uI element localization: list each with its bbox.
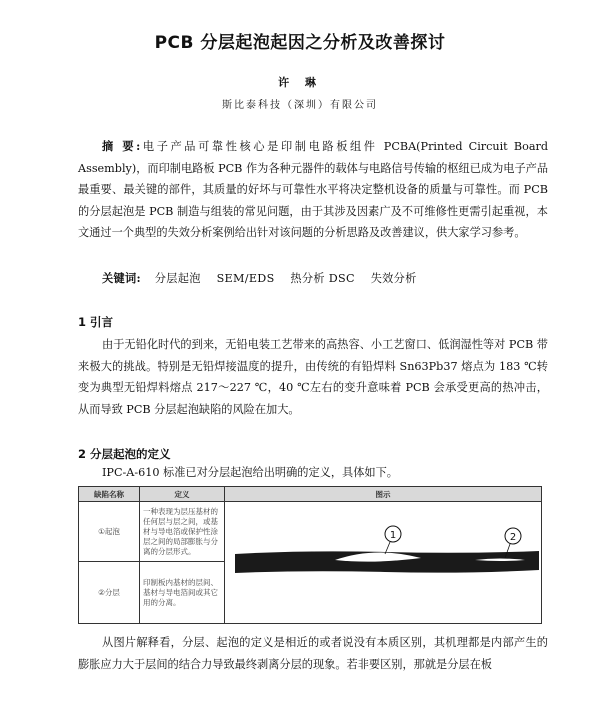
abstract-text: 电子产品可靠性核心是印制电路板组件 PCBA(Printed Circuit Board Assembly)，而印制电路板 PCB 作为各种元器件的载体与电路信号传输的枢纽已成为电子产品最重要、最关键的部件，其质量的好坏与可靠性水平将决定整机设备的质量与可靠性。而 PCB 的分层起泡是 PCB 制造与组装的常见问题，由于其涉及因素广及不可维修性更需引起重视，本文通过一个典型的失效分析案例给出针对该问题的分析思路及改善建议，供大家学习参考。 <box>78 140 549 239</box>
keyword-item: 失效分析 <box>370 272 417 285</box>
post-table-paragraph: 从图片解释看，分层、起泡的定义是相近的或者说没有本质区别，其机理都是内部产生的膨胀应力大于层间的结合力导致最终剥离分层的现象。若非要区别，那就是分层在板 <box>78 636 548 671</box>
section-heading-definition: 2 分层起泡的定义 <box>78 447 171 461</box>
definition-delamination: 印制板内基材的层间、基材与导电箔间或其它用的分离。 <box>140 562 225 624</box>
definition-blister: 一种表现为层压基材的任何层与层之间，或基材与导电箔或保护性涂层之间的局部膨胀与分离的分层形式。 <box>140 502 225 562</box>
abstract <box>78 136 548 244</box>
column-header-definition: 定义 <box>140 487 225 502</box>
keyword-item: 分层起泡 <box>154 272 201 285</box>
introduction-paragraph: 由于无铅化时代的到来，无铅电装工艺带来的高热容、小工艺窗口、低润湿性等对 PCB 带来极大的挑战。特别是无铅焊接温度的提升，由传统的有铅焊料 Sn63Pb37 熔点为 183 ℃转变为典型无铅焊料熔点 217～227 ℃，40 ℃左右的变升意味着 PCB 会承受更高的热冲击，从而导致 PCB 分层起泡缺陷的风险在加大。 <box>78 338 548 416</box>
keyword-item: 热分析 DSC <box>290 272 355 285</box>
column-header-defect-name: 缺陷名称 <box>79 487 140 502</box>
table-row <box>79 502 542 562</box>
author-name: 许 琳 <box>278 76 322 89</box>
column-header-figure: 图示 <box>225 487 542 502</box>
definition-table <box>78 486 542 624</box>
definition-intro: IPC-A-610 标准已对分层起泡给出明确的定义，具体如下。 <box>102 466 398 479</box>
callout-1-label: 1 <box>389 530 397 541</box>
figure-cell <box>225 502 542 624</box>
defect-name-blister: ①起泡 <box>79 502 140 562</box>
author-affiliation: 斯比泰科技（深圳）有限公司 <box>222 100 378 111</box>
keyword-item: SEM/EDS <box>216 272 275 285</box>
defect-name-delamination: ②分层 <box>79 562 140 624</box>
callout-2-label: 2 <box>509 532 517 543</box>
delamination-illustration <box>225 502 549 623</box>
abstract-label: 摘 要: <box>102 139 141 153</box>
keywords-label: 关键词: <box>102 271 141 285</box>
table-header-row <box>79 487 542 502</box>
keywords <box>102 270 562 286</box>
section-heading-introduction: 1 引言 <box>78 315 114 329</box>
paper-title: PCB 分层起泡起因之分析及改善探讨 <box>154 33 446 53</box>
